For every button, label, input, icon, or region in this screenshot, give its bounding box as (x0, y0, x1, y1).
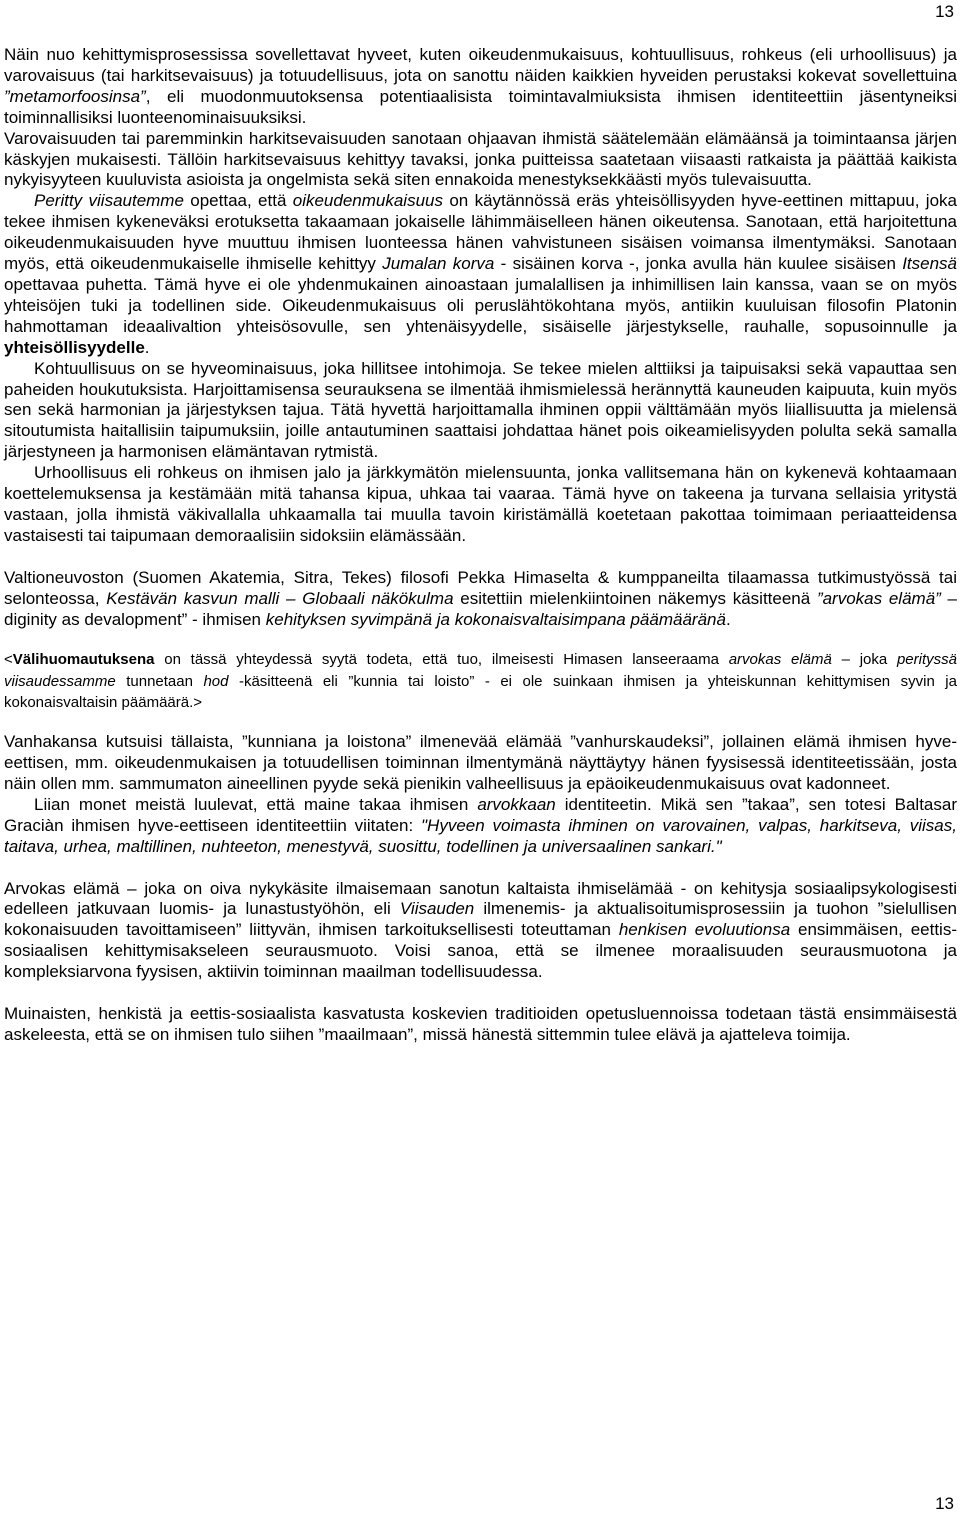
italic-text-run: ”metamorfoosinsa” (4, 86, 146, 106)
text-run: ilmenemis- ja aktualisoitumisprosessiin ja tuohon ”sielullisen kokonaisuuden tavoittamiseen” liittyvän, ihmisen tarkoituksellisesti toteuttaman (4, 899, 957, 940)
italic-text-run: Kestävän kasvun malli – Globaali näkökulma (106, 588, 454, 608)
text-run: Varovaisuuden tai paremminkin harkitsevaisuuden sanotaan ohjaavan ihmistä säätelemään elämäänsä ja toimintaansa järjen käskyjen mukaisesti. Tällöin harkitsevaisuus kehittyy tavaksi, jonka puitteissa saatetaan viisaasti ratkaista ja päättää kaikista nykyisyyteen kuuluvista asioista ja ongelmista sekä siten ennakoida menestyksekkäästi myös tulevaisuutta. (4, 128, 957, 190)
document-body (4, 45, 957, 1046)
text-run: on tässä yhteydessä syytä todeta, että tuo, ilmeisesti Himasen lanseeraama (154, 651, 729, 669)
text-run: tunnetaan (115, 672, 204, 690)
text-run: Muinaisten, henkistä ja eettis-sosiaalista kasvatusta koskevien traditioiden opetusluennoissa todetaan tästä ensimmäisestä askeleesta, että se on ihmisen tulo siihen ”maailmaan”, missä hänestä sittemmin tulee elävä ja ajatteleva toimija. (4, 1004, 957, 1044)
italic-text-run: kehityksen syvimpänä ja kokonaisvaltaisimpana päämääränä (265, 609, 726, 629)
text-run: joka (849, 651, 897, 669)
text-run: < (4, 651, 13, 669)
interjection-note (4, 649, 957, 713)
text-run: Valtioneuvoston (Suomen Akatemia, Sitra, Tekes) filosofi Pekka Himaselta & kumppaneilta tilaamassa tutkimustyössä tai selonteossa, (4, 567, 957, 608)
italic-text-run: "Hyveen voimasta ihminen on varovainen, valpas, harkitseva, viisas, taitava, urhea, maltillinen, nuhteeton, menestyvä, suosittu, todellinen ja universaalinen sankari." (4, 815, 957, 856)
text-run: . (725, 609, 731, 629)
body-paragraph (4, 568, 957, 631)
body-paragraph (4, 129, 957, 192)
text-run: -käsitteenä eli ”kunnia tai loisto” - ei ole suinkaan ihmisen ja yhteiskunnan kehittymisen syvin ja kokonaisvaltaisin päämäärä.> (4, 672, 957, 711)
text-run: Näin nuo kehittymisprosessissa sovellettavat hyveet, kuten oikeudenmukaisuus, kohtuullisuus, rohkeus (eli urhoollisuus) ja varovaisuus (tai harkitsevaisuus) ja totuudellisuus, jota on sanottu näiden kaikkien hyveiden perustaksi kokevat sovellettuina (4, 45, 957, 85)
body-paragraph (4, 45, 957, 129)
bold-text-run: Välihuomautuksena (12, 651, 155, 669)
text-run: Liian monet meistä luulevat, että maine takaa ihmisen (34, 794, 478, 814)
body-paragraph (4, 1004, 957, 1046)
italic-text-run: arvokas elämä – (728, 651, 850, 669)
body-paragraph (4, 359, 957, 464)
body-paragraph (4, 463, 957, 547)
text-run: ensimmäisen, eettis-sosiaalisen kehittymisakseleen seurausmuoto. Voisi sanoa, että se ilmenee moraalisuuden seurausmuotona ja kompleksiarvona fyysisen, aktiivin toiminnan maailman todellisuudessa. (4, 920, 957, 982)
body-paragraph (4, 732, 957, 795)
italic-text-run: Viisauden (399, 899, 475, 919)
text-run: esitettiin mielenkiintoinen näkemys käsitteenä (453, 588, 817, 608)
text-run: Vanhakansa kutsuisi tällaista, ”kunniana ja loistona” ilmenevää elämää ”vanhurskaudeksi”, jollainen elämä ihmisen hyve-eettisen, mm. oikeudenmukaisen ja totuudellisen toiminnan ilmentymänä näyttäytyy hänen fyysisessä identiteetissään, josta näin ollen mm. sammumaton aineellinen pyyde sekä pienikin valheellisuus ja epäoikeudenmukaisuus ovat kadonneet. (4, 732, 957, 793)
text-run: opettavaa puhetta. Tämä hyve ei ole yhdenmukainen ainoastaan jumalallisen ja inhimillisen lain kanssa, vaan se on myös yhteisöjen tuki ja todellinen side. Oikeudenmukaisuus oli peruslähtökohtana myös, antiikin kuuluisan filosofin Platonin hahmottaman ideaalivaltion yhteisösovulle, sen yhtenäisyydelle, sisäiselle järjestykselle, rauhalle, sopusoinnulle ja (4, 274, 957, 336)
italic-text-run: henkisen evoluutionsa (618, 920, 791, 940)
text-run: opettaa, että (183, 191, 293, 211)
body-paragraph (4, 879, 957, 984)
text-run: Urhoollisuus eli rohkeus on ihmisen jalo ja järkkymätön mielensuunta, jonka vallitsemana hän on kykenevä kohtaamaan koettelemuksensa ja kestämään mitä tahansa kipua, uhkaa tai vaaraa. Tämä hyve on takeena ja turvana sellaisia yritystä vastaan, jolla ihmistä väkivallalla uhkaamalla tai muulla tavoin kiristämällä koetetaan pakottaa toimimaan periaatteidensa vastaisesti tai taipumaan demoraalisiin sidoksiin elämässään. (4, 463, 957, 545)
italic-text-run: oikeudenmukaisuus (292, 191, 443, 211)
text-run: Kohtuullisuus on se hyveominaisuus, joka hillitsee intohimoja. Se tekee mielen alttiiksi ja taipuisaksi sekä vapauttaa sen paheiden houkutuksista. Harjoittamisensa seurauksena se ilmentää ihmismielessä herännyttä kauneuden kaipuuta, kuin myös sen sekä harmonian ja järjestyksen tajua. Tätä hyvettä harjoittamalla ihminen oppii välttämään myös liiallisuutta ja mielensä sitoutumista haitallisiin taipumuksiin, joille antautuminen saattaisi johdattaa hänet pois oikeamielisyyden polulta sekä samalla järjestyneen ja harmonisen elämäntavan rytmistä. (4, 358, 957, 462)
italic-text-run: Peritty viisautemme (34, 191, 184, 211)
text-run: identiteetin. Mikä sen ”takaa”, sen totesi Baltasar Graciàn ihmisen hyve-eettiseen identiteettiin viitaten: (4, 794, 957, 835)
text-run: Arvokas elämä – joka on oiva nykykäsite ilmaisemaan sanotun kaltaista ihmiselämää - on kehitysja sosiaalipsykologisesti edelleen jatkuvaan luomis- ja lunastustyöhön, eli (4, 878, 957, 919)
body-paragraph (4, 795, 957, 858)
italic-text-run: arvokkaan (477, 794, 556, 814)
italic-text-run: Itsensä (902, 254, 957, 274)
text-run: , eli muodonmuutoksensa potentiaalisista toimintavalmiuksista ihmisen identiteettiin jäsentyneiksi toiminnallisiksi luonteenominaisuuksiksi. (4, 86, 957, 127)
body-paragraph (4, 191, 957, 358)
text-run: - sisäinen korva -, jonka avulla hän kuulee sisäisen (494, 254, 903, 274)
text-run: – diginity as devalopment” - ihmisen (4, 588, 957, 629)
page-number-bottom: 13 (935, 1494, 954, 1513)
page-number-top: 13 (935, 2, 954, 21)
italic-text-run: hod (203, 672, 229, 690)
bold-text-run: yhteisöllisyydelle (4, 337, 145, 357)
italic-text-run: ”arvokas elämä” (816, 588, 941, 608)
italic-text-run: perityssä viisaudessamme (4, 651, 957, 690)
text-run: . (144, 337, 150, 357)
italic-text-run: Jumalan korva (382, 254, 495, 274)
text-run: on käytännössä eräs yhteisöllisyyden hyve-eettinen mittapuu, joka tekee ihmisen kykeneväksi erotuksetta takaamaan jokaiselle lähimmäiselleen hänen oikeutensa. Sanotaan, että harjoitettuna oikeudenmukaisuuden hyve muuttuu ihmisen luonteessa hänen vahvistuneen sisäisen voimansa ilmentymäksi. Sanotaan myös, että oikeudenmukaiselle ihmiselle kehittyy (4, 191, 957, 274)
